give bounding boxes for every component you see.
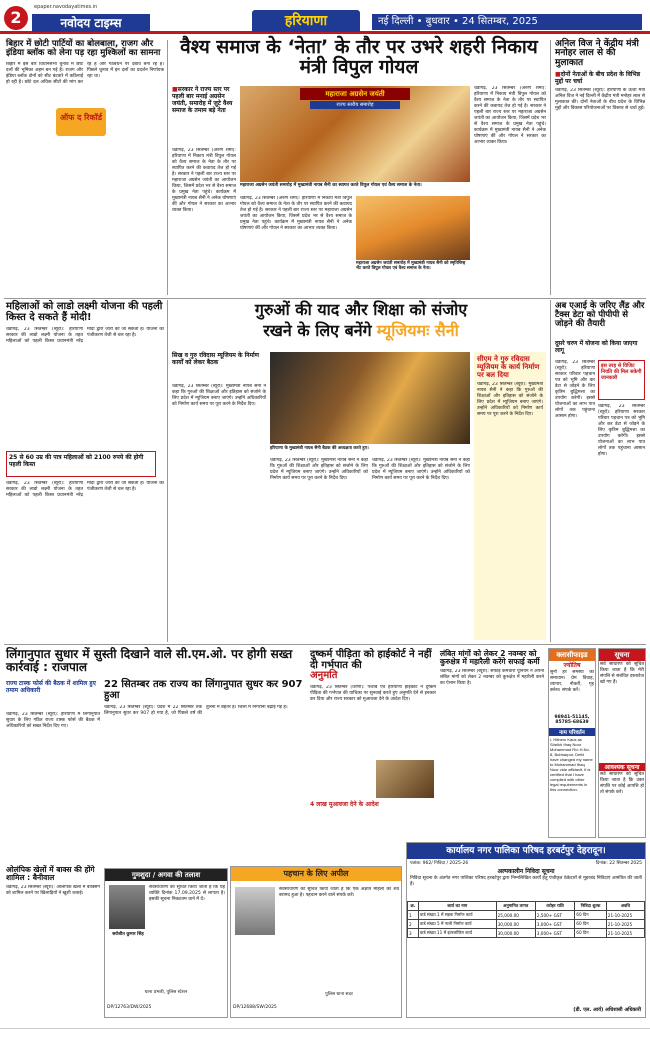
table-header: कार्य का नाम xyxy=(418,902,496,911)
tender-table xyxy=(407,901,645,938)
headline: बिहार में छोटी पार्टियों का बोलबाला, राजग और इंडिया ब्लॉक को लेना पड़ रहा मुश्किलों का सामना xyxy=(6,39,161,58)
tender-ref: पत्रांक: 962/ निविदा / 2025-26 xyxy=(410,861,469,866)
highlight-box: 25 से 60 उम्र की पात्र महिलाओं को 2100 रुपये की होगी पहली किस्त xyxy=(6,451,156,477)
table-header: निविदा शुल्क xyxy=(575,902,606,911)
table-row xyxy=(408,929,645,938)
headline-red: अनुमति xyxy=(310,670,338,681)
astro-phone: 98941-51145, 85785-68639 xyxy=(554,715,590,725)
story-olympic xyxy=(6,866,100,985)
lead-story xyxy=(172,38,546,78)
dateline: नई दिल्ली • बुधवार • 24 सितम्बर, 2025 xyxy=(372,14,642,30)
headline: लंबित मांगों को लेकर 2 नवम्बर को कुरुक्षेत्र में महारैली करेंगे सफाई कर्मी xyxy=(440,649,540,666)
headline: 22 सितम्बर तक राज्य का लिंगानुपात सुधर कर 907 हुआ xyxy=(104,679,303,701)
tender-notice: कार्यालय नगर पालिका परिषद हरबर्टपुर देहरादून। पत्रांक: 962/ निविदा / 2025-26 दिनांक: 22 सितम्बर 2025 अल्पकालीन निविदा सूचना निविदा सूचना के अंतर्गत नगर पालिका परिषद हरबर्टपुर द्वारा निम्नलिखित कार्यों हेतु पंजीकृत ठेकेदारों से मुहरबंद निविदाएं आमंत्रित की जाती हैं। क्र. कार्य का नाम अनुमानित लागत धरोहर राशि निविदा शुल्क अवधि 1 वार्ड संख्या 1 में सड़क निर्माण कार्य 25,000.00 2,500+ GST 60 दिन 21-10-2025 2 वार्ड संख्या 5 में नाली निर्माण कार्य 30,000.00 3,000+ GST 60 दिन 21-10-2025 3 वार्ड संख्या 11 में इंटरलॉकिंग कार्य 30,000.00 3,000+ GST 60 दिन 21-10-2025 (डी. एल. आर्य) अधिशासी अधिकारी xyxy=(406,842,646,1018)
table-header: क्र. xyxy=(408,902,419,911)
pull-quote: इस तरह से विजिट नियति की मिल सकेगी जानकारी xyxy=(598,360,645,400)
headline: दुष्कर्म पीड़िता को हाईकोर्ट ने नहीं दी गर्भपात की xyxy=(310,649,432,671)
story-safai xyxy=(440,650,544,809)
table-cell: 30,000.00 xyxy=(496,929,535,938)
astro-text: सुनो हर समस्या का समाधान। प्रेम विवाह, व्यापार, नौकरी, गृह क्लेश। संपर्क करें। xyxy=(550,670,594,693)
headline-line2: रखने के लिए बनेंगे xyxy=(263,320,372,340)
missing-code: DP/12763/DW/2025 xyxy=(107,1005,152,1010)
ai-body-col1: चंडीगढ़, 23 सितम्बर (ब्यूरो): हरियाणा सरकार परिवार पहचान पत्र को भूमि और कर डेटा से जोड़ने के लिए कृत्रिम बुद्धिमत्ता का उपयोग करेगी। इससे योजनाओं का लाभ पात्र लोगों तक पहुंचाना आसान होगा। xyxy=(555,360,595,419)
classified-title: क्लासीफाइड xyxy=(549,649,595,661)
story-body: चंडीगढ़, 23 सितम्बर (ब्यूरो): हरियाणा के ऊर्जा मंत्री अनिल विज ने नई दिल्ली में केंद्रीय मंत्री मनोहर लाल से मुलाकात की। दोनों नेताओं के बीच प्रदेश के विभिन्न मुद्दों और विकास परियोजनाओं पर विस्तार से चर्चा हुई। xyxy=(555,88,645,112)
kicker: ■ दोनों नेताओं के बीच प्रदेश के विभिन्न मुद्दों पर चर्चा xyxy=(555,71,645,85)
sidebox-title: सीएम ने गुरु रविदास म्यूजियम के कार्य निर्माण पर बल दिया xyxy=(477,355,540,379)
table-row xyxy=(408,920,645,929)
story-907 xyxy=(104,680,304,765)
hammer-photo xyxy=(376,760,434,798)
table-cell: वार्ड संख्या 11 में इंटरलॉकिंग कार्य xyxy=(418,929,496,938)
linga-kicker: राज्य टास्क फोर्स की बैठक में शामिल हुए तमाम अधिकारी xyxy=(6,680,96,694)
table-cell: 60 दिन xyxy=(575,929,606,938)
headline: ओलंपिक खेलों में बाक्स की होंगे शामिल : बैनीवाल xyxy=(6,865,95,882)
lead-kicker xyxy=(172,86,236,146)
story-body: चंडीगढ़, 23 सितम्बर (ब्यूरो): ओलंपिक खेलों में बॉक्सिंग को शामिल करने पर खिलाड़ियों ने खुशी जताई। xyxy=(6,884,100,896)
compensation-caption: 4 लाख मुआवजा देने के आदेश xyxy=(310,801,379,808)
identify-text: सर्वसाधारण को सूचित किया जाता है कि एक अज्ञात महिला का शव बरामद हुआ है। पहचान करने वाले संपर्क करें। xyxy=(279,887,399,898)
table-cell: वार्ड संख्या 5 में नाली निर्माण कार्य xyxy=(418,920,496,929)
table-cell: 30,000.00 xyxy=(496,920,535,929)
story-top-left xyxy=(6,40,164,296)
table-cell: 21-10-2025 xyxy=(606,920,644,929)
table-cell: वार्ड संख्या 1 में सड़क निर्माण कार्य xyxy=(418,911,496,920)
story-body: चंडीगढ़, 23 सितम्बर (ब्यूरो): सफाई कर्मचारी यूनियन ने अपनी लंबित मांगों को लेकर 2 नवम्बर को कुरुक्षेत्र में महारैली करने का ऐलान किया है। xyxy=(440,668,544,686)
notice-title: आवश्यक सूचना xyxy=(599,763,645,771)
table-cell: 3,000+ GST xyxy=(535,920,575,929)
table-cell: 25,000.00 xyxy=(496,911,535,920)
notice-text: सर्व साधारण को सूचित किया जाता है कि उक्त संपत्ति पर कोई आपत्ति हो तो संपर्क करें। xyxy=(600,772,644,795)
museum-body-col2: चंडीगढ़, 23 सितम्बर (ब्यूरो): मुख्यमंत्री नायब सैनी ने कहा कि गुरुओं की शिक्षाओं और इतिहास को संजोने के लिए प्रदेश में म्यूजियम बनाए जाएंगे। उन्होंने अधिकारियों को निर्माण कार्य समय पर पूरा करने के निर्देश दिए। xyxy=(270,458,368,481)
section-tab: हरियाणा xyxy=(252,10,360,32)
person-photo xyxy=(109,885,145,929)
headline-highlight: म्यूजियमः सैनी xyxy=(376,320,459,340)
h-divider xyxy=(4,298,646,299)
missing-ad xyxy=(104,868,228,1018)
story-linganupat xyxy=(6,648,304,673)
table-header: अवधि xyxy=(606,902,644,911)
divider xyxy=(550,300,551,642)
divider xyxy=(550,40,551,295)
identify-ad xyxy=(230,866,402,1018)
banner-text: महाराजा अग्रसेन जयंती xyxy=(300,88,410,100)
table-header: धरोहर राशि xyxy=(535,902,575,911)
suchna-title: सूचना xyxy=(599,649,645,661)
table-row xyxy=(408,911,645,920)
museum-body-col3: चंडीगढ़, 23 सितम्बर (ब्यूरो): मुख्यमंत्री नायब सैनी ने कहा कि गुरुओं की शिक्षाओं और इतिहास को संजोने के लिए प्रदेश में म्यूजियम बनाए जाएंगे। उन्होंने अधिकारियों को निर्माण कार्य समय पर पूरा करने के निर्देश दिए। xyxy=(372,458,470,481)
body-photo xyxy=(235,887,275,935)
table-cell: 3 xyxy=(408,929,419,938)
page-number: 2 xyxy=(4,6,28,30)
linga-body: चंडीगढ़, 23 सितम्बर (ब्यूरो): हरियाणा में लिंगानुपात सुधार के लिए गठित राज्य टास्क फोर्स की बैठक में अधिकारियों को सख्त निर्देश दिए गए। xyxy=(6,712,100,729)
table-cell: 60 दिन xyxy=(575,920,606,929)
headline: लिंगानुपात सुधार में सुस्ती दिखाने वाले सी.एम.ओ. पर होगी सख्त कार्रवाई : राजपाल xyxy=(6,647,293,674)
lead-body-col1: चंडीगढ़, 23 सितम्बर (अरुण शर्मा): हरियाणा में निकाय मंत्री विपुल गोयल को वैश्य समाज के नेता के तौर पर स्थापित करने की कवायद तेज हो गई है। सरकार ने पहली बार राज्य स्तर पर महाराजा अग्रसेन जयंती का आयोजन किया, जिसमें प्रदेश भर से वैश्य समाज के प्रमुख नेता पहुंचे। कार्यक्रम में मुख्यमंत्री नायब सैनी ने अनेक घोषणाएं कीं और गोयल ने सरकार का आभार व्यक्त किया। xyxy=(172,148,236,213)
astro-title: ज्योतिष xyxy=(563,662,581,669)
museum-kicker: सिख व गुरु रविदास म्यूजियम के निर्माण कार्यों को लेकर बैठक xyxy=(172,352,259,366)
off-record-badge: ऑफ द रिकॉर्ड xyxy=(56,108,106,136)
lead-body-col3: चंडीगढ़, 23 सितम्बर (अरुण शर्मा): हरियाणा में निकाय मंत्री विपुल गोयल को वैश्य समाज के नेता के तौर पर स्थापित करने की कवायद तेज हो गई है। सरकार ने पहली बार राज्य स्तर पर महाराजा अग्रसेन जयंती का आयोजन किया, जिसमें प्रदेश भर से वैश्य समाज के प्रमुख नेता पहुंचे। कार्यक्रम में मुख्यमंत्री नायब सैनी ने अनेक घोषणाएं कीं और गोयल ने सरकार का आभार व्यक्त किया। xyxy=(474,86,546,145)
ai-kicker: दूसरे चरण में योजना को किया जाएगा लागू xyxy=(555,340,638,354)
table-cell: 1 xyxy=(408,911,419,920)
lead-photo-2 xyxy=(356,196,470,260)
table-cell: 2,500+ GST xyxy=(535,911,575,920)
name-change-text: I, Hitheru Kaus as Sheikh Ifraq Noor Mohammad R/o H.No. 8, Bubbarpur, Delhi have changed my name to Mohammad Ifraq Noor vide affidavit. It is certified that I have complied with other legal requirements in this connection. xyxy=(550,737,593,792)
headline: अब एआई के जरिए लैंड और टैक्स डेटा को पीपीपी से जोड़ने की तैयारी xyxy=(555,301,645,329)
story-ai xyxy=(555,302,645,329)
table-cell: 2 xyxy=(408,920,419,929)
ai-body-col2: चंडीगढ़, 23 सितम्बर (ब्यूरो): हरियाणा सरकार परिवार पहचान पत्र को भूमि और कर डेटा से जोड़ने के लिए कृत्रिम बुद्धिमत्ता का उपयोग करेगी। इससे योजनाओं का लाभ पात्र लोगों तक पहुंचाना आसान होगा। xyxy=(598,404,645,457)
headline-line1: गुरुओं की याद और शिक्षा को संजोए xyxy=(254,300,468,319)
divider xyxy=(167,40,168,295)
museum-photo xyxy=(270,352,470,444)
photo-caption-1: महाराजा अग्रसेन जयंती समारोह में मुख्यमंत्री नायब सैनी का स्वागत करते विपुल गोयल एवं वैश्य समाज के नेता। xyxy=(240,183,422,188)
table-header: अनुमानित लागत xyxy=(496,902,535,911)
lead-headline: वैश्य समाज के ‘नेता’ के तौर पर उभरे शहरी निकाय मंत्री विपुल गोयल xyxy=(180,36,538,78)
sub-banner: राज्य स्तरीय समारोह xyxy=(310,101,400,109)
story-body: चंडीगढ़, 23 सितम्बर (धरणी): पंजाब एवं हरियाणा हाईकोर्ट ने दुष्कर्म पीड़िता की गर्भपात की याचिका पर सुनवाई करते हुए अनुमति देने से इनकार कर दिया और राज्य सरकार को मुआवजा देने के आदेश दिए। xyxy=(310,684,436,702)
table-cell: 21-10-2025 xyxy=(606,911,644,920)
museum-sidebox xyxy=(474,352,546,640)
suchna-box xyxy=(598,648,646,838)
table-cell: 60 दिन xyxy=(575,911,606,920)
name-change-title: नाम परिवर्तन xyxy=(549,728,595,736)
tender-date: दिनांक: 22 सितम्बर 2025 xyxy=(595,861,642,866)
table-cell: 21-10-2025 xyxy=(606,929,644,938)
lead-photo-1 xyxy=(240,86,470,182)
identify-code: DP/12688/SW/2025 xyxy=(233,1005,277,1010)
identify-title: पहचान के लिए अपील xyxy=(231,867,401,881)
small-url: epaper.navodayatimes.in xyxy=(34,4,98,10)
table-cell: 3,000+ GST xyxy=(535,929,575,938)
person-name: सर्वजीत कुमार सिंह xyxy=(112,932,144,937)
photo-caption-2: महाराजा अग्रसेन जयंती समारोह में मुख्यमंत्री नायब सैनी को स्मृतिचिन्ह भेंट करते विपुल गोयल एवं वैश्य समाज के नेता। xyxy=(356,261,466,272)
missing-text: सर्वसाधारण को सूचित किया जाता है कि यह व्यक्ति दिनांक 17.09.2025 से लापता है। इसकी सूचना निकटतम थाने में दें। xyxy=(149,885,225,902)
lead-body-col2: चंडीगढ़, 23 सितम्बर (अरुण शर्मा): हरियाणा में निकाय मंत्री विपुल गोयल को वैश्य समाज के नेता के तौर पर स्थापित करने की कवायद तेज हो गई है। सरकार ने पहली बार राज्य स्तर पर महाराजा अग्रसेन जयंती का आयोजन किया, जिसमें प्रदेश भर से वैश्य समाज के प्रमुख नेता पहुंचे। कार्यक्रम में मुख्यमंत्री नायब सैनी ने अनेक घोषणाएं कीं और गोयल ने सरकार का आभार व्यक्त किया। xyxy=(240,196,352,231)
paper-name: नवोदय टाइम्स xyxy=(32,14,150,32)
tender-title: कार्यालय नगर पालिका परिषद हरबर्टपुर देहरादून। xyxy=(407,843,645,859)
identify-footer: पुलिस थाना सदर xyxy=(325,992,353,997)
story-ladli xyxy=(6,302,164,642)
missing-footer: थाना प्रभारी, पुलिस स्टेशन xyxy=(144,990,188,995)
museum-story xyxy=(172,302,550,340)
headline: महिलाओं को लाडो लक्ष्मी योजना की पहली किस्त दे सकते हैं मोदी! xyxy=(6,301,163,323)
story-body-more: चंडीगढ़, 23 सितम्बर (ब्यूरो): हरियाणा सरकार की लाडो लक्ष्मी योजना के तहत महिलाओं को पहली किस्त प्रधानमंत्री नरेंद्र मोदी द्वारा जारी की जा सकती है। योजना का पंजीकरण तेजी से चल रहा है। xyxy=(6,481,164,498)
story-body: चंडीगढ़, 23 सितम्बर (ब्यूरो): प्रदेश में 22 सितम्बर तक लिंगानुपात सुधर कर 907 हो गया है, जो पिछले वर्ष की तुलना में बेहतर है। जिलों में निगरानी बढ़ाई गई है। xyxy=(104,705,288,716)
tender-subtitle: अल्पकालीन निविदा सूचना xyxy=(497,868,555,875)
story-body: चंडीगढ़, 23 सितम्बर (ब्यूरो): हरियाणा सरकार की लाडो लक्ष्मी योजना के तहत महिलाओं को पहली किस्त प्रधानमंत्री नरेंद्र मोदी द्वारा जारी की जा सकती है। योजना का पंजीकरण तेजी से चल रहा है। xyxy=(6,327,164,344)
museum-caption: हरियाणा के मुख्यमंत्री नायब सैनी बैठक की अध्यक्षता करते हुए। xyxy=(270,446,369,451)
kicker-text: ■ सरकार ने राज्य स्तर पर पहली बार मनाई अग्रसेन जयंती, समारोह में जुटे वैश्य समाज के तमाम बड़े नेता xyxy=(172,86,232,114)
museum-body-col1: चंडीगढ़, 23 सितम्बर (ब्यूरो): मुख्यमंत्री नायब सैनी ने कहा कि गुरुओं की शिक्षाओं और इतिहास को संजोने के लिए प्रदेश में म्यूजियम बनाए जाएंगे। उन्होंने अधिकारियों को निर्माण कार्य समय पर पूरा करने के निर्देश दिए। xyxy=(172,384,266,407)
tender-signer: (डी. एल. आर्य) अधिशासी अधिकारी xyxy=(573,1007,641,1013)
story-body: बिहार में इस बार विधानसभा चुनाव में छोटे दलों की भूमिका अहम बन गई है। राजग और इंडिया ब्लॉक दोनों को सीट बंटवारे में कठिनाई हो रही है। छोटे दल अधिक सीटों की मांग कर रहे हैं और गठबंधन पर दबाव बना रहे हैं। पिछले चुनाव में इन दलों का प्रदर्शन निर्णायक रहा था। xyxy=(6,61,164,85)
classified-box xyxy=(548,648,596,838)
footer-strip xyxy=(0,1028,650,1043)
story-top-right xyxy=(555,40,645,278)
divider xyxy=(167,300,168,642)
suchna-text: सर्व साधारण को सूचित किया जाता है कि मेरी संपत्ति से संबंधित दस्तावेज खो गए हैं। xyxy=(600,662,644,685)
sidebox-body: चंडीगढ़, 23 सितम्बर (ब्यूरो): मुख्यमंत्री नायब सैनी ने कहा कि गुरुओं की शिक्षाओं और इतिहास को संजोने के लिए प्रदेश में म्यूजियम बनाए जाएंगे। उन्होंने अधिकारियों को निर्माण कार्य समय पर पूरा करने के निर्देश दिए। xyxy=(477,382,543,417)
headline: अनिल विज ने केंद्रीय मंत्री मनोहर लाल से की मुलाकात xyxy=(555,39,639,68)
h-divider xyxy=(4,644,646,645)
missing-title: गुमशुदा / अगवा की तलाश xyxy=(105,869,227,881)
